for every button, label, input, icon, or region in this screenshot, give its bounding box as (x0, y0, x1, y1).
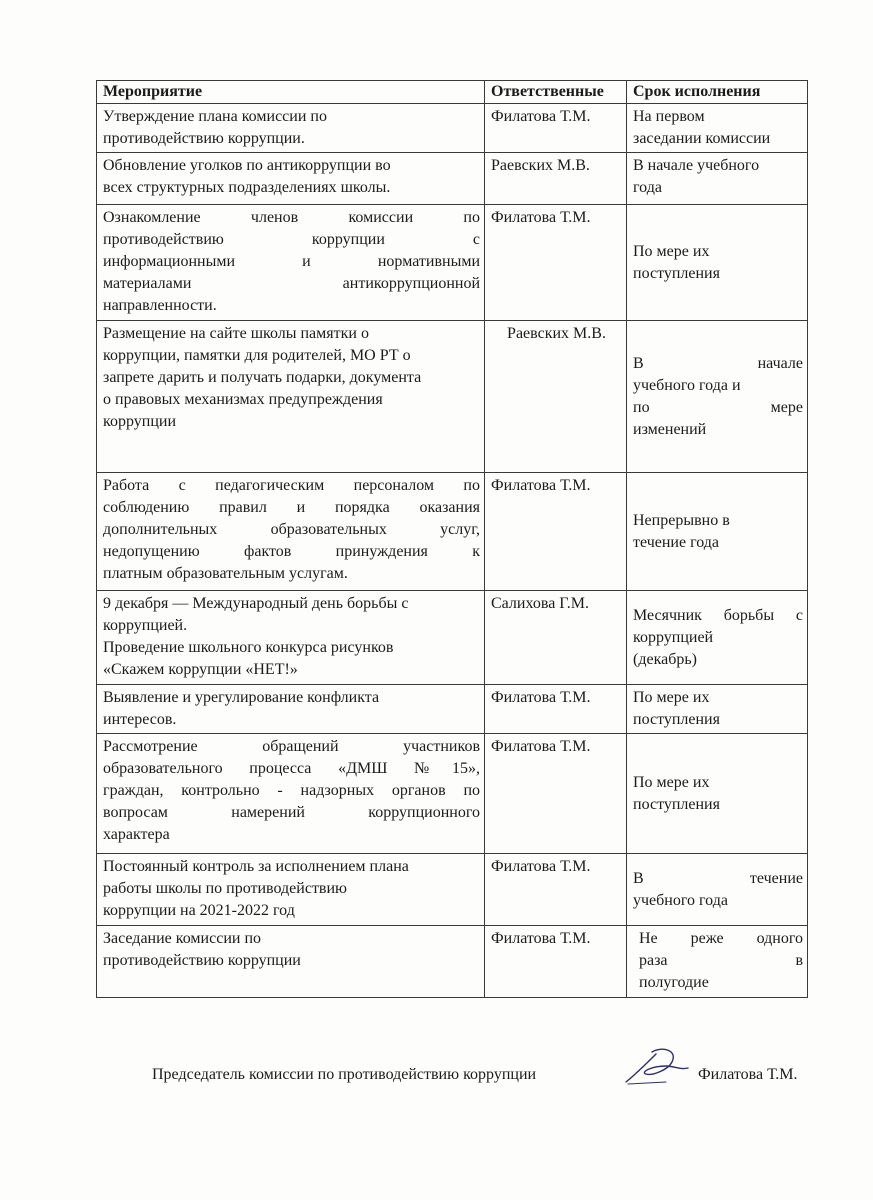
deadline-line: полугодие (639, 974, 709, 991)
deadline-cell (627, 734, 808, 854)
event-cell (97, 685, 485, 734)
event-line: «Скажем коррупции «НЕТ!» (103, 661, 298, 678)
event-line: соблюдению правил и порядка оказания (103, 499, 480, 516)
deadline-line: (декабрь) (633, 650, 697, 668)
deadline-cell (627, 104, 808, 153)
event-line: информационными и нормативными (103, 253, 480, 270)
event-line: Рассмотрение обращений участников (103, 738, 480, 755)
event-cell (97, 591, 485, 685)
event-line: направленности. (103, 297, 217, 314)
deadline-line: Месячник борьбы с (633, 606, 803, 624)
deadline-line: В начале учебного (633, 157, 760, 174)
event-cell (97, 205, 485, 321)
deadline-cell (627, 685, 808, 734)
responsible-cell: Раевских М.В. (485, 153, 627, 205)
event-line: Проведение школьного конкурса рисунков (103, 639, 394, 656)
handwritten-signature-icon (622, 1044, 692, 1088)
event-line: запрете дарить и получать подарки, документа (103, 369, 422, 386)
event-cell (97, 854, 485, 926)
event-line: недопущению фактов принуждения к (103, 543, 480, 560)
deadline-line: заседании комиссии (633, 130, 771, 147)
event-line: Работа с педагогическим персоналом по (103, 477, 480, 494)
table-row (97, 321, 808, 473)
responsible-cell: Филатова Т.М. (485, 473, 627, 591)
event-line: дополнительных образовательных услуг, (103, 521, 480, 538)
deadline-line: поступления (633, 711, 720, 728)
deadline-cell (627, 854, 808, 926)
responsible-cell: Филатова Т.М. (485, 926, 627, 998)
responsible-cell: Филатова Т.М. (485, 104, 627, 153)
table-row (97, 734, 808, 854)
responsible-cell: Филатова Т.М. (485, 685, 627, 734)
event-cell (97, 734, 485, 854)
deadline-line: По мере их (633, 689, 710, 706)
event-cell (97, 321, 485, 473)
event-line: коррупции на 2021-2022 год (103, 902, 295, 919)
deadline-cell (627, 591, 808, 685)
deadline-line: В начале (633, 354, 803, 372)
deadline-cell (627, 205, 808, 321)
responsible-cell: Салихова Г.М. (485, 591, 627, 685)
deadline-cell (627, 153, 808, 205)
anticorruption-plan-table (96, 80, 808, 998)
deadline-line: поступления (633, 795, 720, 813)
deadline-line: раза в (639, 952, 803, 969)
event-line: платным образовательным услугам. (103, 565, 348, 582)
deadline-line: учебного года (633, 891, 728, 909)
deadline-line: Непрерывно в (633, 511, 730, 529)
table-row (97, 153, 808, 205)
event-line: вопросам намерений коррупционного (103, 804, 480, 821)
deadline-line: коррупцией (633, 628, 714, 646)
deadline-line: течение года (633, 533, 720, 551)
event-cell (97, 153, 485, 205)
deadline-line: года (633, 179, 662, 196)
event-line: противодействию коррупции с (103, 231, 480, 248)
signature-caption: Председатель комиссии по противодействию коррупции (152, 1066, 537, 1083)
table-row (97, 854, 808, 926)
event-line: противодействию коррупции (103, 952, 301, 969)
deadline-line: По мере их (633, 242, 710, 260)
event-line: Выявление и урегулирование конфликта (103, 689, 380, 706)
event-line: Заседание комиссии по (103, 930, 262, 947)
table-row (97, 591, 808, 685)
deadline-line: учебного года и (633, 376, 741, 394)
event-line: Постоянный контроль за исполнением плана (103, 858, 409, 875)
event-line: коррупции, памятки для родителей, МО РТ о (103, 347, 411, 364)
deadline-line: В течение (633, 869, 803, 887)
event-line: 9 декабря — Международный день борьбы с (103, 595, 409, 612)
table-row (97, 685, 808, 734)
table-row (97, 205, 808, 321)
responsible-cell: Филатова Т.М. (485, 734, 627, 854)
table-row (97, 473, 808, 591)
header-responsible: Ответственные (485, 81, 627, 104)
event-line: всех структурных подразделениях школы. (103, 179, 391, 196)
event-line: образовательного процесса «ДМШ №15», (103, 760, 480, 777)
table-header-row (97, 81, 808, 104)
responsible-cell: Филатова Т.М. (485, 205, 627, 321)
table-row (97, 104, 808, 153)
deadline-cell (627, 321, 808, 473)
event-cell (97, 473, 485, 591)
header-event: Мероприятие (97, 81, 485, 104)
event-line: Утверждение плана комиссии по (103, 108, 327, 125)
event-line: коррупции (103, 413, 176, 430)
event-line: характера (103, 826, 170, 843)
event-cell (97, 926, 485, 998)
signature-block (152, 1062, 812, 1092)
event-line: граждан, контрольно - надзорных органов по (103, 782, 480, 799)
event-cell (97, 104, 485, 153)
deadline-line: Не реже одного (639, 930, 803, 947)
event-line: материалами антикоррупционной (103, 275, 480, 292)
deadline-line: поступления (633, 264, 720, 282)
event-line: интересов. (103, 711, 177, 728)
event-line: коррупцией. (103, 617, 188, 634)
event-line: Обновление уголков по антикоррупции во (103, 157, 391, 174)
event-line: Размещение на сайте школы памятки о (103, 325, 369, 342)
responsible-cell: Раевских М.В. (485, 321, 627, 473)
event-line: Ознакомление членов комиссии по (103, 209, 480, 226)
responsible-cell: Филатова Т.М. (485, 854, 627, 926)
deadline-line: На первом (633, 108, 705, 125)
deadline-cell (627, 473, 808, 591)
deadline-line: По мере их (633, 773, 710, 791)
signatory-name: Филатова Т.М. (698, 1066, 798, 1083)
deadline-cell (627, 926, 808, 998)
event-line: противодействию коррупции. (103, 130, 305, 147)
event-line: работы школы по противодействию (103, 880, 347, 897)
table-row (97, 926, 808, 998)
event-line: о правовых механизмах предупреждения (103, 391, 383, 408)
deadline-line: по мере (633, 398, 803, 416)
header-deadline: Срок исполнения (627, 81, 808, 104)
deadline-line: изменений (633, 420, 707, 438)
